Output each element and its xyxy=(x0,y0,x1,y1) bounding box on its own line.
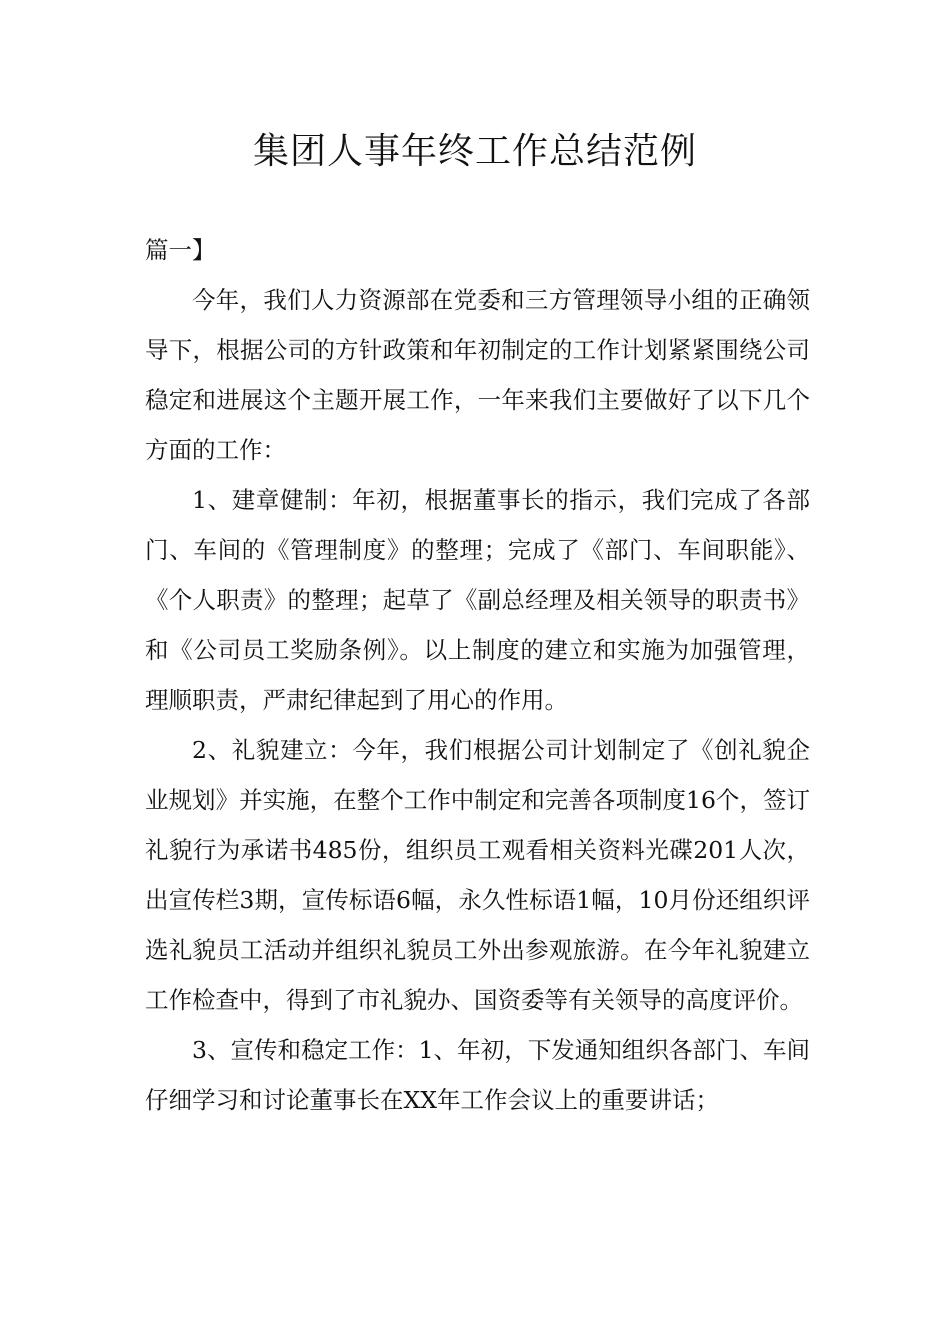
paragraph-item-3: 3、宣传和稳定工作：1、年初，下发通知组织各部门、车间仔细学习和讨论董事长在XX年工作会议上的重要讲话； xyxy=(145,1036,810,1114)
paragraph-item-1: 1、建章健制：年初，根据董事长的指示，我们完成了各部门、车间的《管理制度》的整理；完成了《部门、车间职能》、《个人职责》的整理；起草了《副总经理及相关领导的职责书》和《公司员工奖励条例》。以上制度的建立和实施为加强管理，理顺职责，严肃纪律起到了用心的作用。 xyxy=(145,486,810,714)
document-body xyxy=(145,225,810,1125)
paragraph-item-2: 2、礼貌建立：今年，我们根据公司计划制定了《创礼貌企业规划》并实施，在整个工作中制定和完善各项制度16个，签订礼貌行为承诺书485份，组织员工观看相关资料光碟201人次，出宣传栏3期，宣传标语6幅，永久性标语1幅，10月份还组织评选礼貌员工活动并组织礼貌员工外出参观旅游。在今年礼貌建立工作检查中，得到了市礼貌办、国资委等有关领导的高度评价。 xyxy=(145,736,810,1014)
paragraph-intro: 今年，我们人力资源部在党委和三方管理领导小组的正确领导下，根据公司的方针政策和年初制定的工作计划紧紧围绕公司稳定和进展这个主题开展工作，一年来我们主要做好了以下几个方面的工作： xyxy=(145,286,810,464)
document-title: 集团人事年终工作总结范例 xyxy=(252,131,697,172)
section-label: 篇一】 xyxy=(145,236,216,264)
